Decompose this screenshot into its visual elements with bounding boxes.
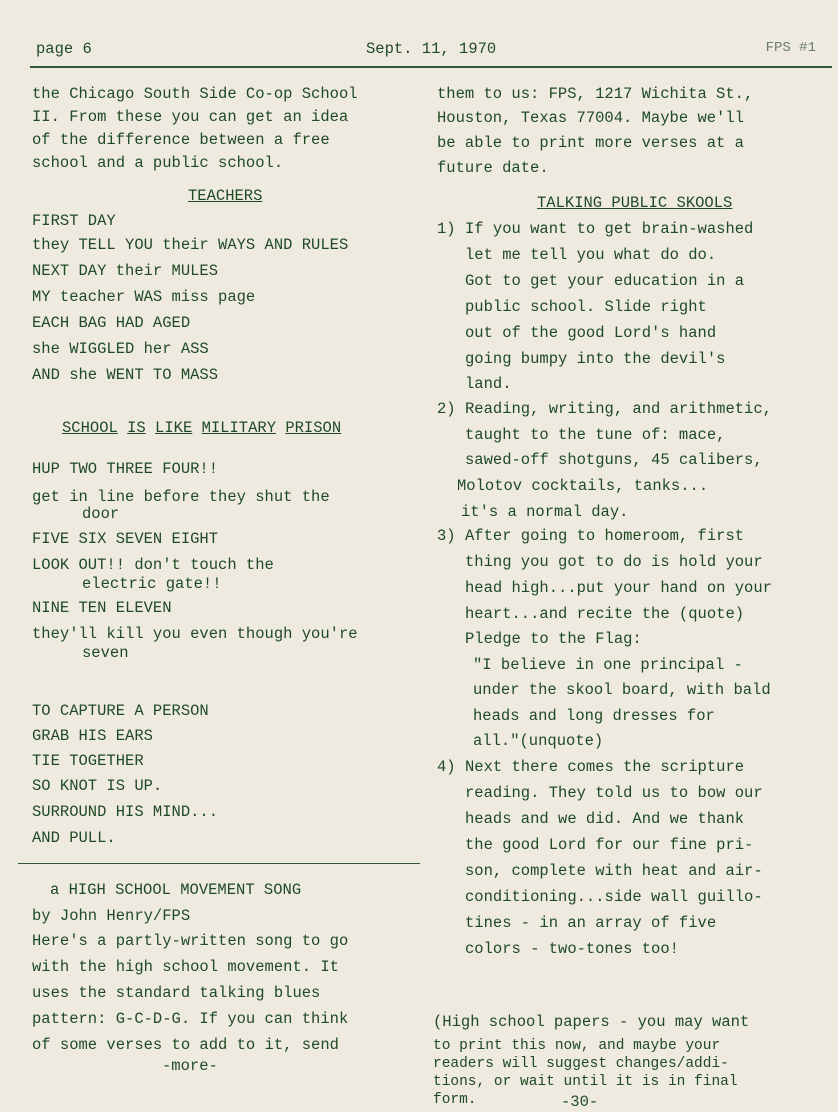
end-marker: -30- (561, 1093, 599, 1111)
intro-line: school and a public school. (32, 154, 284, 172)
poem-line: LOOK OUT!! don't touch the (32, 556, 274, 574)
song-intro-line: of some verses to add to it, send (32, 1036, 339, 1054)
page-header (36, 40, 826, 62)
poem-line: GRAB HIS EARS (32, 727, 153, 745)
title-word: MILITARY (201, 419, 276, 437)
verse-line: reading. They told us to bow our (465, 784, 763, 802)
header-rule (30, 66, 832, 68)
editor-note-line: tions, or wait until it is in final (433, 1074, 738, 1090)
verse-line: tines - in an array of five (465, 914, 717, 932)
verse-line: going bumpy into the devil's (465, 350, 726, 368)
poem-line: FIRST DAY (32, 212, 116, 230)
verse-line: it's a normal day. (461, 503, 629, 521)
verse-line: Got to get your education in a (465, 272, 745, 290)
editor-note-line: form. (433, 1092, 477, 1108)
verse-line: head high...put your hand on your (465, 579, 772, 597)
verse-line: Reading, writing, and arithmetic, (465, 400, 772, 418)
poem-line: MY teacher WAS miss page (32, 288, 256, 306)
verse-number: 2) (437, 400, 456, 418)
poem-line: EACH BAG HAD AGED (32, 314, 191, 332)
verse-line: Next there comes the scripture (465, 758, 745, 776)
editor-note-line: readers will suggest changes/addi- (433, 1056, 729, 1072)
editor-note-line: to print this now, and maybe your (433, 1038, 721, 1054)
poem-line: seven (82, 644, 129, 662)
section-divider (18, 863, 420, 864)
verse-line: public school. Slide right (465, 298, 707, 316)
quote-line: "I believe in one principal - (473, 656, 743, 674)
verse-line: the good Lord for our fine pri- (465, 836, 754, 854)
song-intro-line: by John Henry/FPS (32, 907, 191, 925)
song-intro-line: pattern: G-C-D-G. If you can think (32, 1010, 349, 1028)
poem-title-teachers: TEACHERS (188, 187, 263, 205)
verse-line: If you want to get brain-washed (465, 220, 754, 238)
poem-line: NEXT DAY their MULES (32, 262, 219, 280)
verse-line: heads and we did. And we thank (465, 810, 745, 828)
editor-note-line: (High school papers - you may want (433, 1013, 750, 1031)
quote-line: all."(unquote) (473, 732, 604, 750)
poem-line: they TELL YOU their WAYS AND RULES (32, 236, 349, 254)
poem-line: get in line before they shut the (32, 488, 330, 506)
song-intro-line: with the high school movement. It (32, 958, 339, 976)
verse-line: Molotov cocktails, tanks... (457, 477, 709, 495)
song-intro-title: a HIGH SCHOOL MOVEMENT SONG (50, 881, 302, 899)
verse-number: 1) (437, 220, 456, 238)
poem-line: AND she WENT TO MASS (32, 366, 219, 384)
poem-title-military-prison (62, 418, 341, 438)
intro-line: of the difference between a free (32, 131, 330, 149)
verse-line: Pledge to the Flag: (465, 630, 642, 648)
verse-line: let me tell you what do do. (465, 246, 717, 264)
poem-line: they'll kill you even though you're (32, 625, 358, 643)
intro-line: the Chicago South Side Co-op School (32, 85, 358, 103)
verse-number: 3) (437, 527, 456, 545)
header-page-number: page 6 (36, 40, 92, 58)
song-intro-line: Here's a partly-written song to go (32, 932, 349, 950)
verse-line: taught to the tune of: mace, (465, 426, 726, 444)
verse-number: 4) (437, 758, 456, 776)
verse-line: sawed-off shotguns, 45 calibers, (465, 451, 763, 469)
verse-line: heart...and recite the (quote) (465, 605, 745, 623)
poem-line: AND PULL. (32, 829, 116, 847)
poem-line: she WIGGLED her ASS (32, 340, 209, 358)
intro-line: II. From these you can get an idea (32, 108, 349, 126)
header-date: Sept. 11, 1970 (366, 40, 497, 58)
song-intro-line: uses the standard talking blues (32, 984, 321, 1002)
header-publication: FPS #1 (765, 40, 816, 56)
verse-line: son, complete with heat and air- (465, 862, 763, 880)
poem-line: TO CAPTURE A PERSON (32, 702, 209, 720)
poem-line: SO KNOT IS UP. (32, 777, 163, 795)
poem-line: HUP TWO THREE FOUR!! (32, 460, 219, 478)
title-word: PRISON (285, 419, 342, 437)
verse-line: conditioning...side wall guillo- (465, 888, 763, 906)
quote-line: under the skool board, with bald (473, 681, 771, 699)
verse-line: thing you got to do is hold your (465, 553, 763, 571)
verse-line: land. (465, 375, 512, 393)
quote-line: heads and long dresses for (473, 707, 715, 725)
title-word: IS (127, 419, 146, 437)
poem-line: FIVE SIX SEVEN EIGHT (32, 530, 219, 548)
poem-line: door (82, 505, 120, 523)
song-title: TALKING PUBLIC SKOOLS (537, 194, 733, 212)
verse-line: After going to homeroom, first (465, 527, 745, 545)
cont-line: future date. (437, 159, 549, 177)
verse-line: colors - two-tones too! (465, 940, 679, 958)
title-word: LIKE (155, 419, 193, 437)
cont-line: be able to print more verses at a (437, 134, 744, 152)
cont-line: them to us: FPS, 1217 Wichita St., (437, 85, 754, 103)
poem-line: electric gate!! (82, 575, 222, 593)
poem-line: TIE TOGETHER (32, 752, 144, 770)
more-marker: -more- (162, 1057, 218, 1075)
title-word: SCHOOL (62, 419, 118, 437)
poem-line: SURROUND HIS MIND... (32, 803, 219, 821)
verse-line: out of the good Lord's hand (465, 324, 717, 342)
poem-line: NINE TEN ELEVEN (32, 599, 172, 617)
cont-line: Houston, Texas 77004. Maybe we'll (437, 109, 744, 127)
